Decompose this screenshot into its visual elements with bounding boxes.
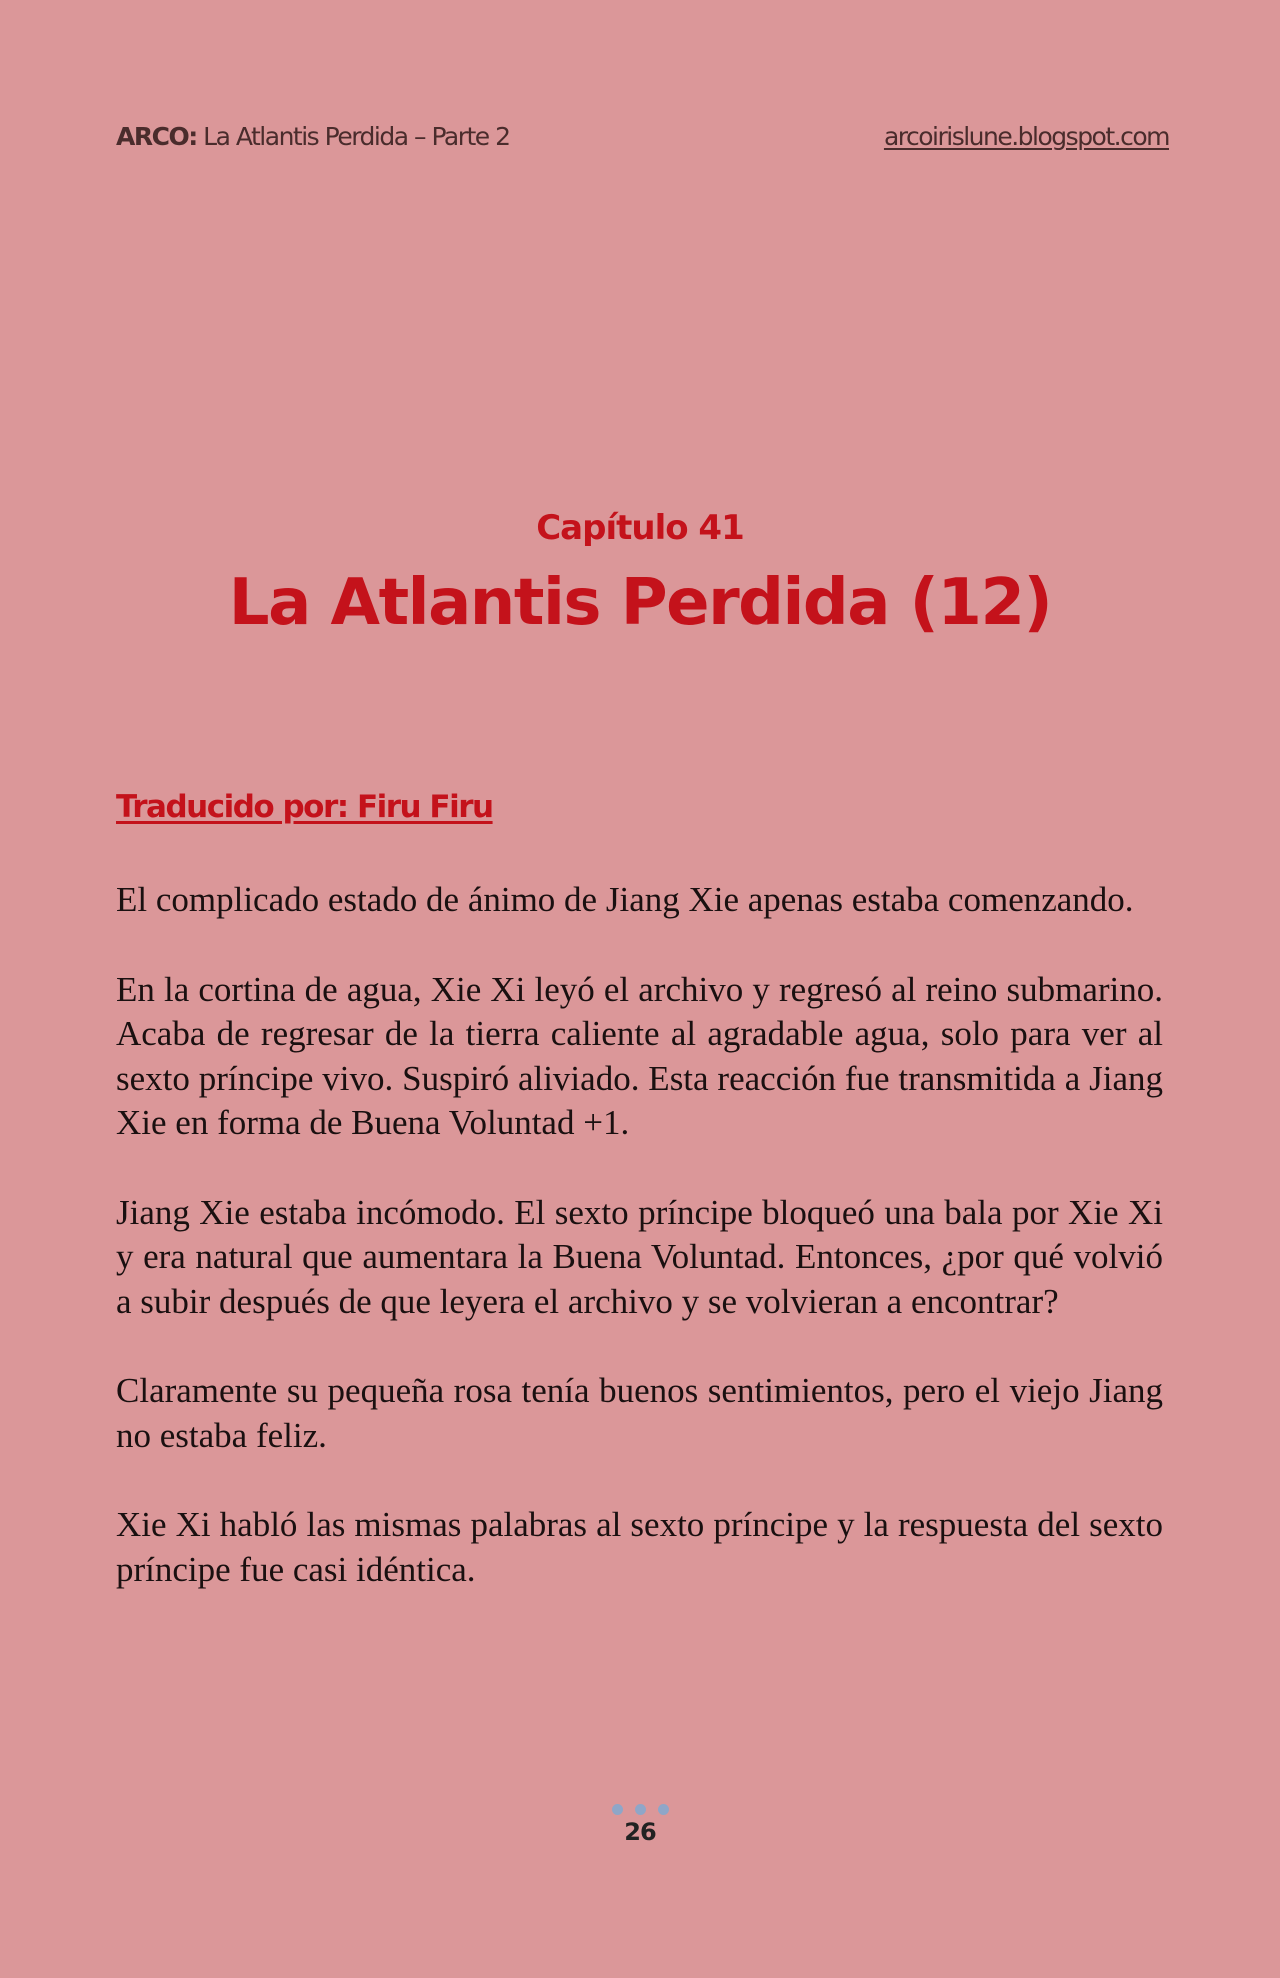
header-arc-label: ARCO: <box>116 122 197 151</box>
paragraph: El complicado estado de ánimo de Jiang Xie apenas estaba comenzando. <box>116 880 1134 919</box>
paragraph: Xie Xi habló las mismas palabras al sexto príncipe y la respuesta del sexto príncipe fue casi idéntica. <box>116 1505 1163 1589</box>
chapter-body <box>116 878 1163 1637</box>
header-book-title <box>116 122 510 151</box>
page-dots-ornament <box>0 1804 1280 1815</box>
page-number: 26 <box>624 1818 656 1846</box>
running-header <box>116 122 1169 158</box>
translator-credit: Traducido por: Firu Firu <box>116 789 493 825</box>
paragraph: Claramente su pequeña rosa tenía buenos sentimientos, pero el viejo Jiang no estaba feliz. <box>116 1371 1163 1455</box>
dot-ornament-icon <box>612 1804 623 1815</box>
paragraph: En la cortina de agua, Xie Xi leyó el archivo y regresó al reino submarino. Acaba de regresar de la tierra caliente al agradable agua, solo para ver al sexto príncipe vivo. Suspiró aliviado. Esta reacción fue transmitida a Jiang Xie en forma de Buena Voluntad +1. <box>116 969 1163 1142</box>
header-blog-link[interactable]: arcoirislune.blogspot.com <box>883 122 1169 151</box>
chapter-title: La Atlantis Perdida (12) <box>228 566 1052 640</box>
dot-ornament-icon <box>635 1804 646 1815</box>
dot-ornament-icon <box>658 1804 669 1815</box>
header-arc-name: La Atlantis Perdida – Parte 2 <box>196 122 510 151</box>
paragraph: Jiang Xie estaba incómodo. El sexto príncipe bloqueó una bala por Xie Xi y era natural que aumentara la Buena Voluntad. Entonces, ¿por qué volvió a subir después de que leyera el archivo y se volvieran a encontrar? <box>116 1192 1163 1321</box>
chapter-number: Capítulo 41 <box>536 508 744 548</box>
